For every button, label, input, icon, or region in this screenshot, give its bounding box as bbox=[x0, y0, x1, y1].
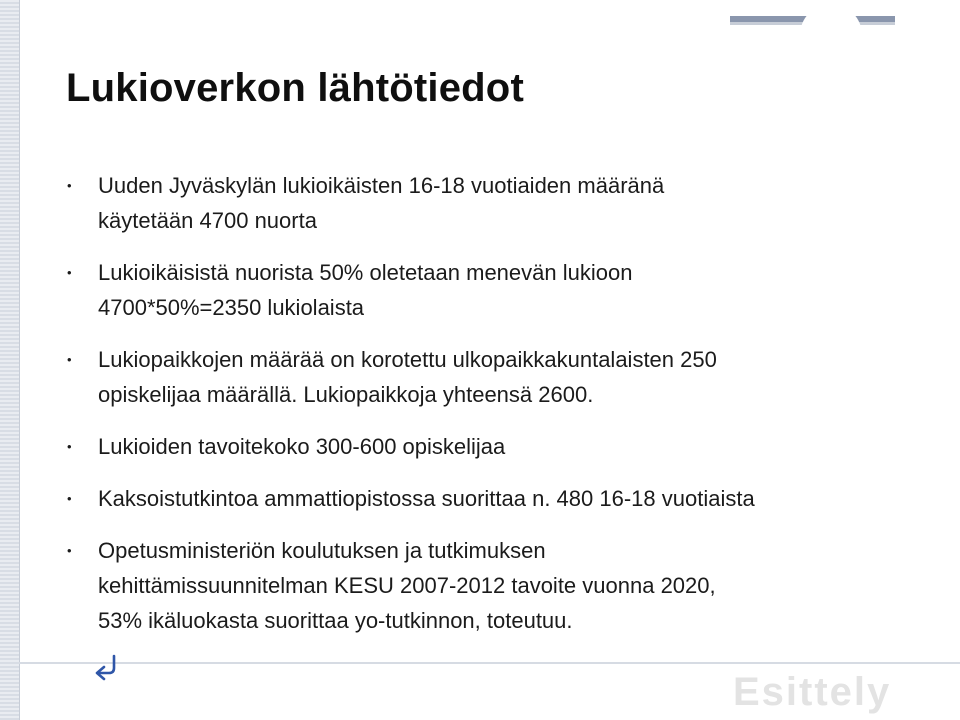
bullet-list bbox=[62, 168, 922, 655]
bullet-text-line: Opetusministeriön koulutuksen ja tutkimuksen bbox=[98, 538, 546, 563]
bullet-text-line: 4700*50%=2350 lukiolaista bbox=[98, 295, 365, 320]
return-arrow-icon[interactable] bbox=[92, 654, 122, 682]
slide-divider bbox=[19, 662, 960, 664]
bullet-item bbox=[62, 481, 922, 516]
bullet-text-line: Lukioikäisistä nuorista 50% oletetaan menevän lukioon bbox=[98, 260, 633, 285]
watermark-text: Esittely bbox=[733, 670, 892, 714]
bullet-text-line: käytetään 4700 nuorta bbox=[98, 208, 317, 233]
bullet-text-line: Lukioiden tavoitekoko 300-600 opiskelijaa bbox=[98, 434, 506, 459]
bullet-marker: • bbox=[67, 352, 72, 367]
bullet-marker: • bbox=[67, 439, 72, 454]
top-decoration bbox=[730, 0, 900, 28]
bullet-text-line: Uuden Jyväskylän lukioikäisten 16-18 vuotiaiden määränä bbox=[98, 173, 665, 198]
bullet-text-line: 53% ikäluokasta suorittaa yo-tutkinnon, toteutuu. bbox=[98, 608, 573, 633]
bullet-item bbox=[62, 342, 922, 412]
bullet-marker: • bbox=[67, 491, 72, 506]
top-decoration-circle bbox=[800, 4, 862, 66]
bullet-text-line: kehittämissuunnitelman KESU 2007-2012 tavoite vuonna 2020, bbox=[98, 573, 716, 598]
bullet-text-line: Kaksoistutkintoa ammattiopistossa suorittaa n. 480 16-18 vuotiaista bbox=[98, 486, 755, 511]
bullet-item bbox=[62, 429, 922, 464]
bullet-item bbox=[62, 533, 922, 638]
bullet-marker: • bbox=[67, 178, 72, 193]
bullet-item bbox=[62, 255, 922, 325]
bullet-marker: • bbox=[67, 543, 72, 558]
slide-title: Lukioverkon lähtötiedot bbox=[66, 66, 524, 110]
bullet-item bbox=[62, 168, 922, 238]
bullet-text-line: Lukiopaikkojen määrää on korotettu ulkopaikkakuntalaisten 250 bbox=[98, 347, 717, 372]
bullet-text-line: opiskelijaa määrällä. Lukiopaikkoja yhteensä 2600. bbox=[98, 382, 594, 407]
bullet-marker: • bbox=[67, 265, 72, 280]
left-decorative-rail bbox=[0, 0, 20, 720]
